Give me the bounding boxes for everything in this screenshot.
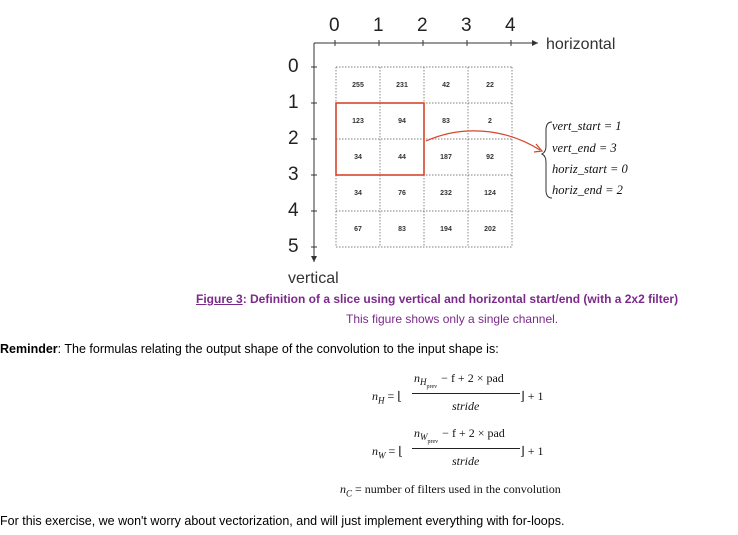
- grid-cell: 76: [398, 189, 406, 197]
- vertical-tick-5: 5: [288, 236, 299, 257]
- grid-cell: 255: [352, 81, 364, 89]
- grid-cell: 187: [440, 153, 452, 161]
- grid-cell: 231: [396, 81, 408, 89]
- horizontal-tick-3: 3: [461, 15, 472, 36]
- grid-cell: 42: [442, 81, 450, 89]
- grid-cell: 22: [486, 81, 494, 89]
- horizontal-tick-0: 0: [329, 15, 340, 36]
- grid-cell: 44: [398, 153, 406, 161]
- conditions-brace: [542, 122, 552, 198]
- horizontal-tick-1: 1: [373, 15, 384, 36]
- vertical-tick-4: 4: [288, 200, 299, 221]
- grid-cell: 124: [484, 189, 496, 197]
- vertical-tick-3: 3: [288, 164, 299, 185]
- grid-cell: 92: [486, 153, 494, 161]
- reminder-text: : The formulas relating the output shape of the convolution to the input shape is:: [57, 342, 499, 356]
- condition-vert-end: vert_end = 3: [552, 141, 617, 155]
- grid-cell: 83: [398, 225, 406, 233]
- condition-horiz-start: horiz_start = 0: [552, 162, 628, 176]
- value-grid: [336, 67, 510, 247]
- formula-nc: $n_C$ = number of filters used in the convolution: [340, 482, 561, 499]
- condition-vert-start: vert_start = 1: [552, 119, 622, 133]
- vertical-tick-0: 0: [288, 56, 299, 77]
- grid-cell: 2: [488, 117, 492, 125]
- bottom-paragraph: For this exercise, we won't worry about vectorization, and will just implement everything with for-loops.: [0, 514, 565, 528]
- reminder-label: Reminder: [0, 342, 58, 356]
- vertical-tick-2: 2: [288, 128, 299, 149]
- horizontal-tick-2: 2: [417, 15, 428, 36]
- grid-cell: 94: [398, 117, 406, 125]
- vertical-axis-label: vertical: [288, 270, 339, 287]
- grid-cell: 232: [440, 189, 452, 197]
- slice-figure: 0 1 2 3 4 0 1 2 3 4 5 255 231 42 22 123 94 83 2 34 44 187 92 34 76 232 124 67 83 194 202 horizontal vertical vert_start = 1 vert_end = 3 horiz_start = 0 horiz_end = 2 Figure 3: Definition of a slice using vertical and horizontal start/end (with a 2x2 filter) This figure shows only a single channel.: [0, 0, 738, 330]
- horizontal-tick-4: 4: [505, 15, 516, 36]
- reminder-paragraph: [0, 342, 499, 356]
- grid-cell: 34: [354, 153, 362, 161]
- grid-cell: 83: [442, 117, 450, 125]
- grid-cell: 34: [354, 189, 362, 197]
- vertical-tick-1: 1: [288, 92, 299, 113]
- horizontal-axis-label: horizontal: [546, 36, 616, 53]
- caption-text: : Definition of a slice using vertical and horizontal start/end (with a 2x2 filter): [242, 292, 679, 306]
- figure-link[interactable]: Figure 3: [196, 292, 243, 306]
- grid-cell: 202: [484, 225, 496, 233]
- condition-horiz-end: horiz_end = 2: [552, 183, 623, 197]
- grid-cell: 67: [354, 225, 362, 233]
- grid-cell: 123: [352, 117, 364, 125]
- grid-cell: 194: [440, 225, 452, 233]
